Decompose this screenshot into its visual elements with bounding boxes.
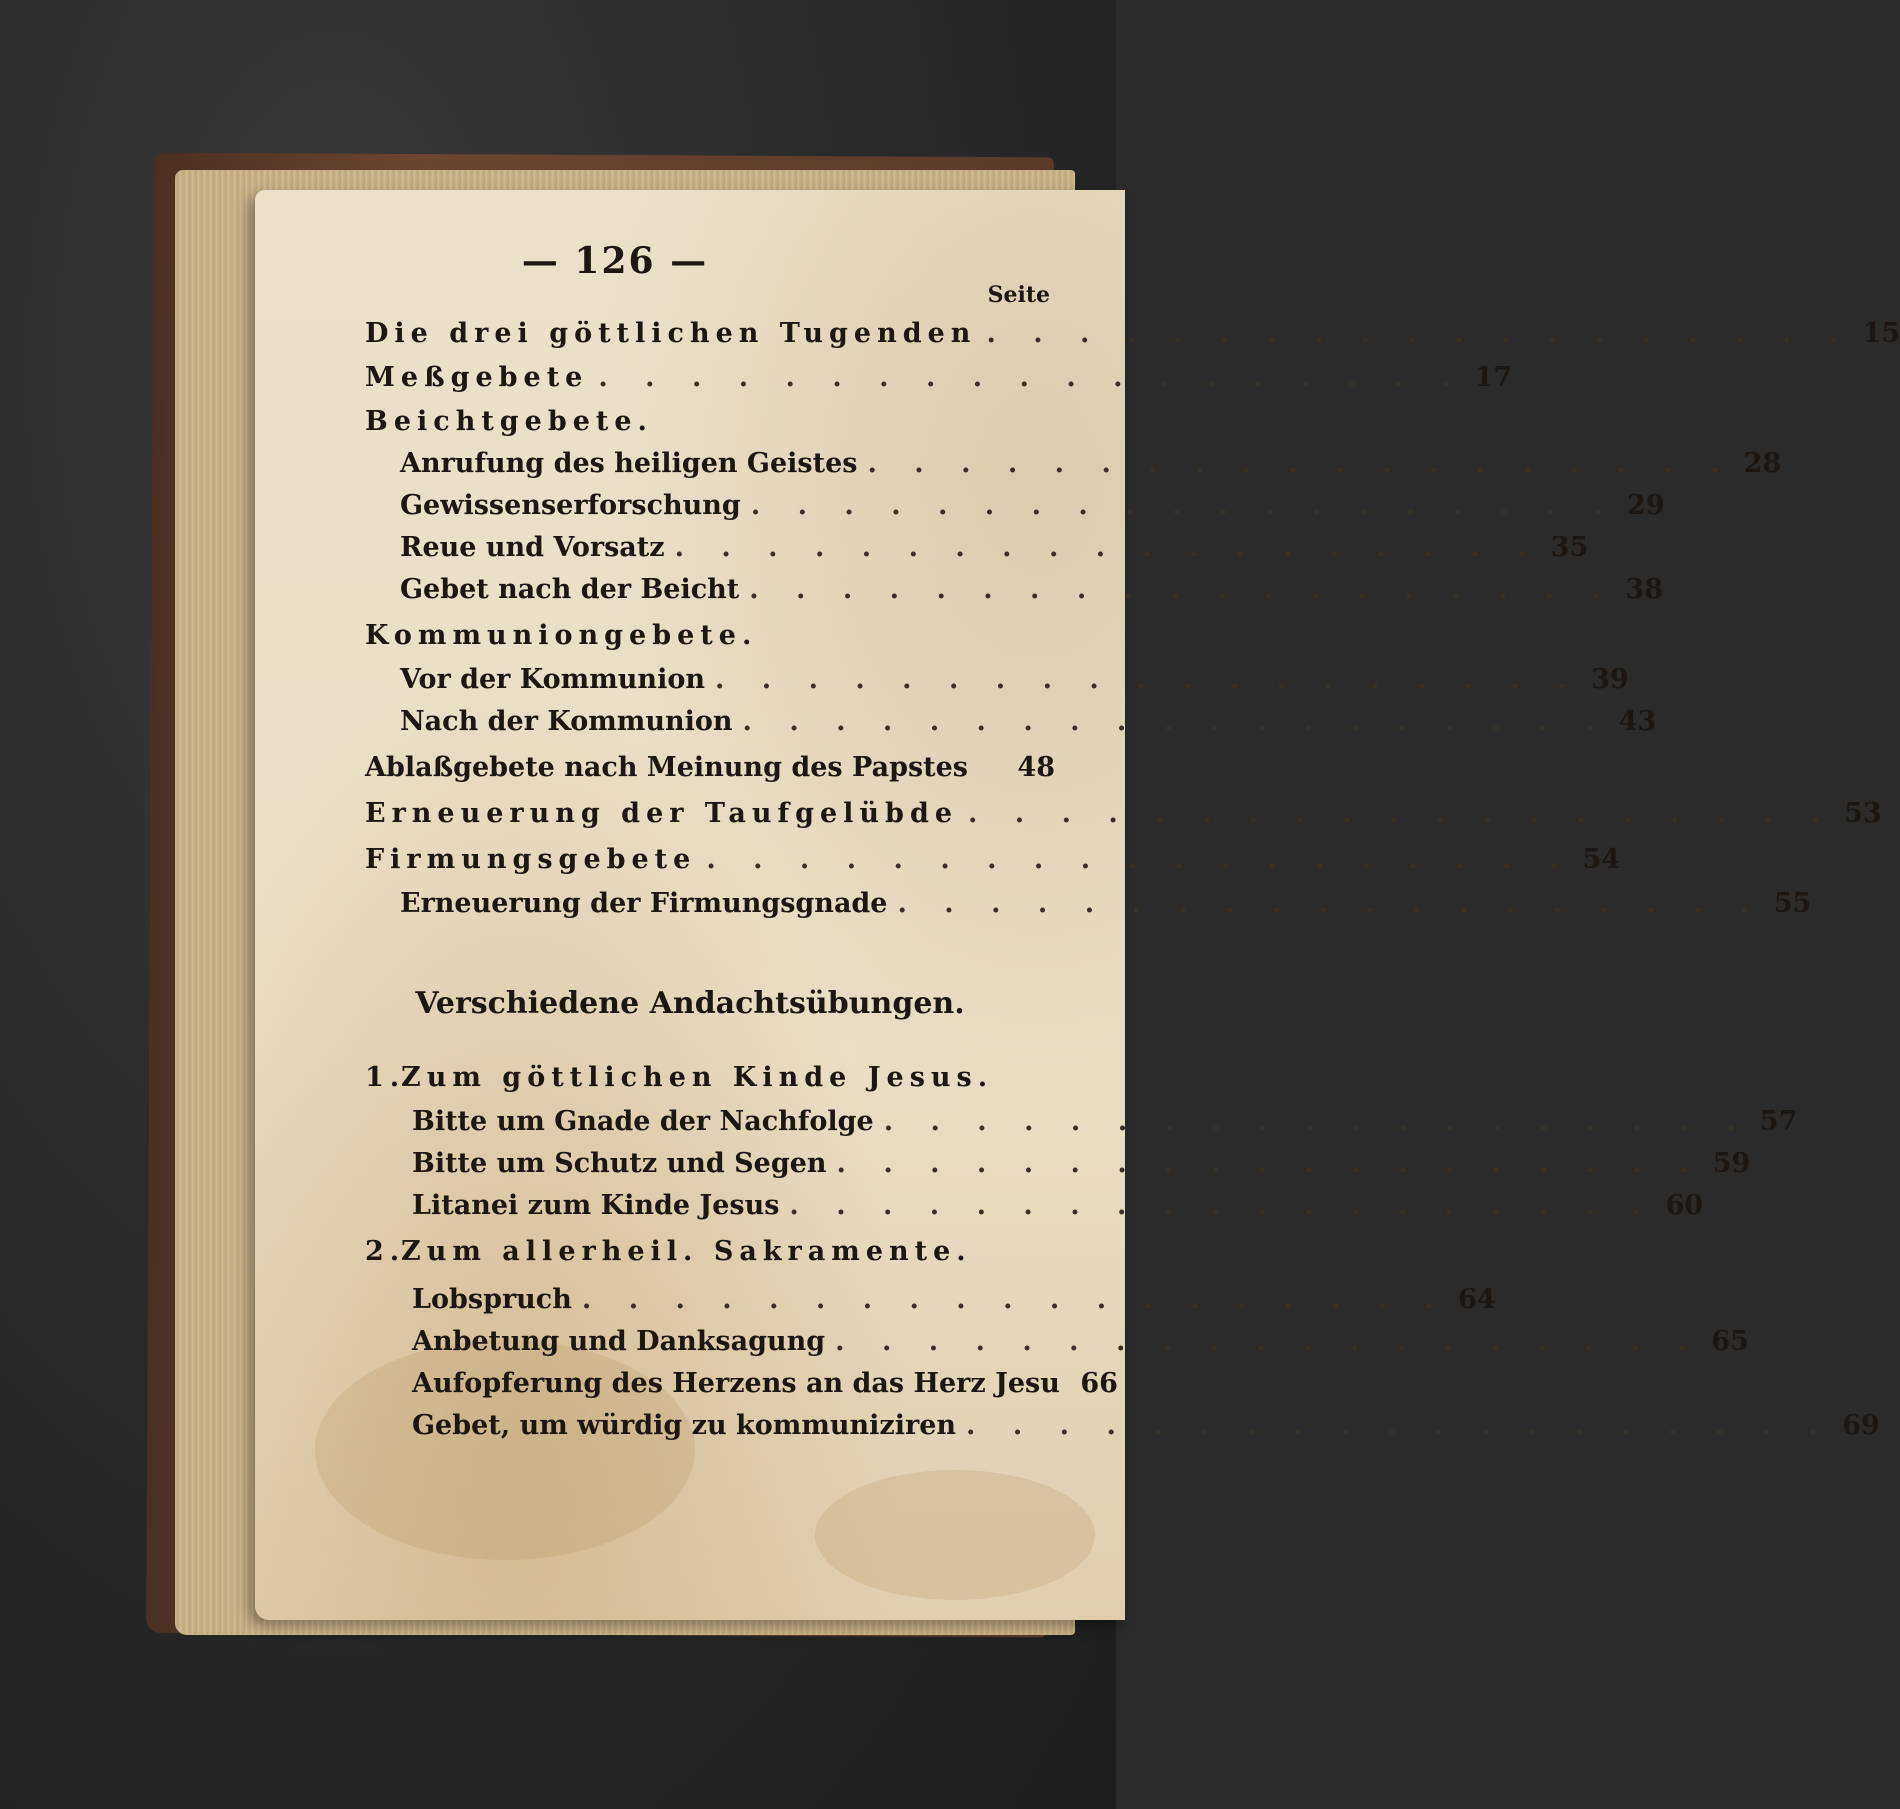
toc-entry <box>400 888 1812 919</box>
toc-entry-page: 39 <box>1591 664 1629 695</box>
toc-entry <box>365 620 1055 651</box>
toc-entry-page: 17 <box>1474 362 1513 393</box>
toc-entry <box>400 448 1782 479</box>
toc-entry-label: Bitte um Schutz und Segen <box>412 1148 827 1179</box>
toc-entry-page: 69 <box>1842 1410 1880 1441</box>
leader-dots: . . . . . . . . . . . . . . . . . . . <box>581 1284 1448 1315</box>
toc-entry <box>365 318 1900 349</box>
toc-entry-label: Gewissenserforschung <box>400 490 741 521</box>
toc-entry <box>400 706 1657 737</box>
toc-entry-label: Beichtgebete. <box>365 406 653 437</box>
toc-entry-page: 59 <box>1712 1148 1751 1179</box>
toc-entry-page: 43 <box>1618 706 1657 737</box>
toc-entry <box>365 362 1513 393</box>
toc-entry <box>412 1106 1798 1137</box>
toc-entry-label: Erneuerung der Taufgelübde <box>365 798 958 829</box>
leader-dots: . . . . . . . . . . . . . . . . . . . <box>966 1410 1832 1441</box>
leader-dots: . . . . . . . . . . . . . . . . . . . <box>968 798 1834 829</box>
leader-dots: . . . . . . . . . . . . . . . . . . . <box>714 664 1581 695</box>
toc-entry-page: 65 <box>1711 1326 1749 1357</box>
book-page <box>255 190 1900 1620</box>
toc-entry <box>365 406 1055 437</box>
section-heading: Verschiedene Andachtsübungen. <box>415 986 965 1021</box>
toc-entry-page: 15 <box>1862 318 1900 349</box>
toc-entry-label: Vor der Kommunion <box>400 664 705 695</box>
leader-dots: . . . . . . . . . . . . . . . . . . . <box>706 844 1573 875</box>
leader-dots: . . . . . . . . . . . . . . . . . . . <box>749 574 1616 605</box>
toc-entry-label: Litanei zum Kinde Jesus <box>412 1190 780 1221</box>
section-marker: 2. <box>365 1236 406 1267</box>
leader-dots: . . . . . . . . . . . . . . . . . . . <box>750 490 1617 521</box>
toc-entry-label: Gebet nach der Beicht <box>400 574 740 605</box>
toc-entry-label: Anrufung des heiligen Geistes <box>400 448 858 479</box>
leader-dots: . . . . . . . . . . . . . . . . . . . <box>897 888 1764 919</box>
section-title-label: Zum göttlichen Kinde Jesus. <box>401 1062 994 1093</box>
toc-entry-label: Kommuniongebete. <box>365 620 758 651</box>
toc-entry-page: 64 <box>1458 1284 1496 1315</box>
toc-entry-label: Nach der Kommunion <box>400 706 733 737</box>
toc-entry <box>412 1368 1118 1399</box>
toc-entry <box>400 664 1629 695</box>
toc-entry-label: Firmungsgebete <box>365 844 697 875</box>
toc-entry-label: Erneuerung der Firmungsgnade <box>400 888 888 919</box>
toc-entry-page: 48 <box>1017 752 1055 783</box>
leader-dots: . . . . . . . . . . . . . . . . . . . <box>835 1326 1701 1357</box>
leader-dots: . . . . . . . . . . . . . . . . . . . <box>789 1190 1656 1221</box>
toc-entry-page: 54 <box>1582 844 1621 875</box>
toc-entry-page: 35 <box>1550 532 1589 563</box>
leader-dots: . . . . . . . . . . . . . . . . . . . <box>883 1106 1750 1137</box>
leader-dots: . . . . . . . . . . . . . . . . . . . <box>742 706 1609 737</box>
toc-entry-page: 38 <box>1625 574 1664 605</box>
toc-entry <box>412 1326 1749 1357</box>
section-title <box>365 1236 1055 1267</box>
toc-entry-page: 66 <box>1080 1368 1118 1399</box>
toc-entry <box>412 1284 1496 1315</box>
leader-dots: . . . . . . . . . . . . . . . . . . . <box>674 532 1541 563</box>
toc-entry <box>412 1410 1880 1441</box>
toc-entry-page: 29 <box>1627 490 1665 521</box>
section-marker: 1. <box>365 1062 406 1093</box>
toc-entry-label: Die drei göttlichen Tugenden <box>365 318 977 349</box>
toc-entry-label: Reue und Vorsatz <box>400 532 665 563</box>
section-title <box>365 1062 1055 1093</box>
toc-entry-page: 60 <box>1665 1190 1704 1221</box>
leader-dots: . . . . . . . . . . . . . . . . . . . <box>986 318 1853 349</box>
toc-entry-page: 53 <box>1844 798 1882 829</box>
toc-entry-page: 55 <box>1773 888 1812 919</box>
toc-entry <box>412 1148 1751 1179</box>
toc-entry-label: Gebet, um würdig zu kommuniziren <box>412 1410 957 1441</box>
toc-entry-page: 57 <box>1759 1106 1798 1137</box>
toc-entry-label: Bitte um Gnade der Nachfolge <box>412 1106 874 1137</box>
leader-dots: . . . . . . . . . . . . . . . . . . . <box>598 362 1465 393</box>
page-number: — 126 — <box>521 240 709 282</box>
section-title-label: Zum allerheil. Sakramente. <box>401 1236 972 1267</box>
toc-entry <box>365 798 1882 829</box>
toc-entry <box>412 1190 1704 1221</box>
toc-entry <box>365 752 1055 783</box>
toc-entry-label: Meßgebete <box>365 362 589 393</box>
toc-entry-label: Anbetung und Danksagung <box>412 1326 826 1357</box>
leader-dots: . . . . . . . . . . . . . . . . . . . <box>867 448 1734 479</box>
toc-entry-page: 28 <box>1743 448 1782 479</box>
toc-entry-label: Lobspruch <box>412 1284 572 1315</box>
toc-entry <box>365 844 1621 875</box>
toc-entry-label: Aufopferung des Herzens an das Herz Jesu <box>412 1368 1060 1399</box>
toc-entry <box>400 532 1589 563</box>
toc-entry-label: Ablaßgebete nach Meinung des Papstes <box>365 752 969 783</box>
toc-entry <box>400 574 1664 605</box>
column-header-seite: Seite <box>987 282 1050 308</box>
toc-entry <box>400 490 1665 521</box>
leader-dots: . . . . . . . . . . . . . . . . . . . <box>836 1148 1703 1179</box>
